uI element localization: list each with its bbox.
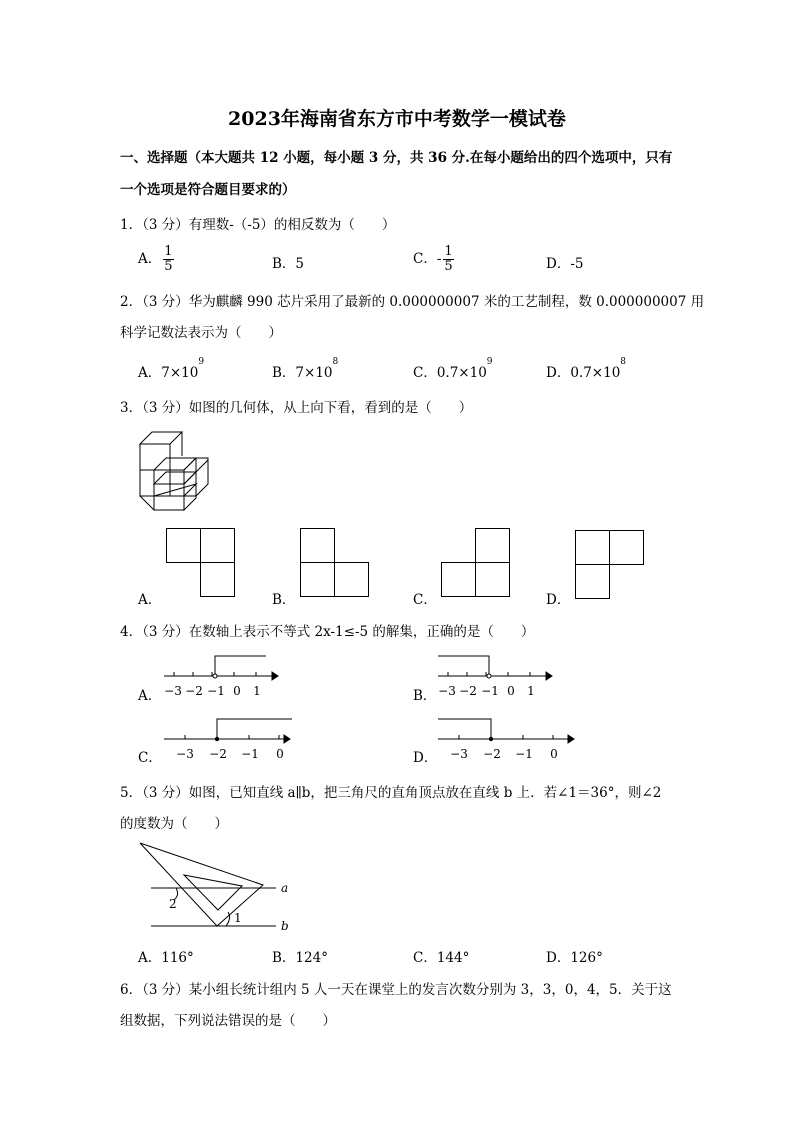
tick-label: −1 <box>207 684 225 698</box>
q3-option-d: D． <box>546 592 571 608</box>
tick-label: 0 <box>507 684 515 698</box>
tick-label: −3 <box>176 747 194 761</box>
q1-c-fraction: $\frac{1}{5}$ <box>444 244 453 274</box>
q2-option-c: C．$0.7\times 10^9$ <box>413 357 493 381</box>
q4-option-d-numberline <box>434 713 579 761</box>
q3-option-c: C． <box>413 592 437 608</box>
q1-a-fraction: $\frac{1}{5}$ <box>164 244 173 274</box>
tick-label: −3 <box>450 747 468 761</box>
tick-label: −3 <box>438 684 456 698</box>
q5-triangle-figure <box>136 840 296 936</box>
q5-option-b: B．124° <box>272 950 328 966</box>
q4-option-a-numberline <box>160 652 280 700</box>
tick-label: −3 <box>164 684 182 698</box>
q3-option-b-figure <box>300 528 370 598</box>
q5-option-c: C．144° <box>413 950 470 966</box>
section-header-line2: 一个选项是符合题目要求的） <box>120 182 296 198</box>
q1-option-d: D．-5 <box>546 256 584 272</box>
tick-label: 1 <box>253 684 261 698</box>
q3-solid-figure <box>138 428 210 512</box>
q1-option-a: A． $\frac{1}{5}$ <box>138 244 173 274</box>
q3-option-a: A． <box>138 592 162 608</box>
q6-stem-line1: 6．（3 分）某小组长统计组内 5 人一天在课堂上的发言次数分别为 3，3，0，4，5．关于这 <box>120 982 672 998</box>
q4-option-b-numberline <box>434 652 554 700</box>
q4-option-c: C． <box>138 750 162 766</box>
tick-label: −1 <box>241 747 259 761</box>
q2-stem-line2: 科学记数法表示为（ ） <box>120 325 282 341</box>
tick-label: 0 <box>276 747 284 761</box>
q4-option-d: D． <box>413 750 438 766</box>
tick-label: −2 <box>459 684 477 698</box>
exam-title: 2023年海南省东方市中考数学一模试卷 <box>228 108 566 130</box>
q5-option-d: D．126° <box>546 950 603 966</box>
q2-option-b: B．$7\times 10^8$ <box>272 357 339 381</box>
tick-label: −2 <box>483 747 501 761</box>
tick-label: −2 <box>185 684 203 698</box>
q1-stem: 1．（3 分）有理数-（-5）的相反数为（ ） <box>120 217 396 233</box>
q5-stem-line2: 的度数为（ ） <box>120 816 228 832</box>
q4-stem: 4．（3 分）在数轴上表示不等式 2x-1≤-5 的解集，正确的是（ ） <box>120 624 535 640</box>
tick-label: −1 <box>481 684 499 698</box>
section-header-line1: 一、选择题（本大题共 12 小题，每小题 3 分，共 36 分.在每小题给出的四个选项中，只有 <box>120 150 673 166</box>
q2-option-d: D．$0.7\times 10^8$ <box>546 357 627 381</box>
q5-stem-line1: 5．（3 分）如图，已知直线 a∥b，把三角尺的直角顶点放在直线 b 上．若∠1＝36°，则∠2 <box>120 785 662 801</box>
tick-label: 1 <box>527 684 535 698</box>
tick-label: −1 <box>515 747 533 761</box>
q3-option-d-figure <box>575 530 645 600</box>
q3-option-c-figure <box>441 528 511 598</box>
q4-option-a: A． <box>138 688 162 704</box>
tick-label: 0 <box>233 684 241 698</box>
q2-stem-line1: 2．（3 分）华为麒麟 990 芯片采用了最新的 0.000000007 米的工艺制程，数 0.000000007 用 <box>120 294 705 310</box>
q4-option-b: B． <box>413 688 437 704</box>
q1-option-b: B．5 <box>272 256 305 272</box>
q1-option-c: C．- $\frac{1}{5}$ <box>413 244 453 274</box>
q3-stem: 3．（3 分）如图的几何体，从上向下看，看到的是（ ） <box>120 400 473 416</box>
tick-label: 0 <box>550 747 558 761</box>
q4-option-c-numberline <box>160 713 295 761</box>
q3-option-a-figure <box>166 528 236 598</box>
q2-option-a: A．$7\times 10^9$ <box>138 357 205 381</box>
q3-option-b: B． <box>272 592 296 608</box>
angle-1-label: 1 <box>234 911 242 925</box>
q6-stem-line2: 组数据，下列说法错误的是（ ） <box>120 1013 336 1029</box>
line-b-label: b <box>281 919 289 933</box>
angle-2-label: 2 <box>169 897 177 911</box>
q5-option-a: A．116° <box>138 950 194 966</box>
line-a-label: a <box>281 881 289 895</box>
tick-label: −2 <box>209 747 227 761</box>
